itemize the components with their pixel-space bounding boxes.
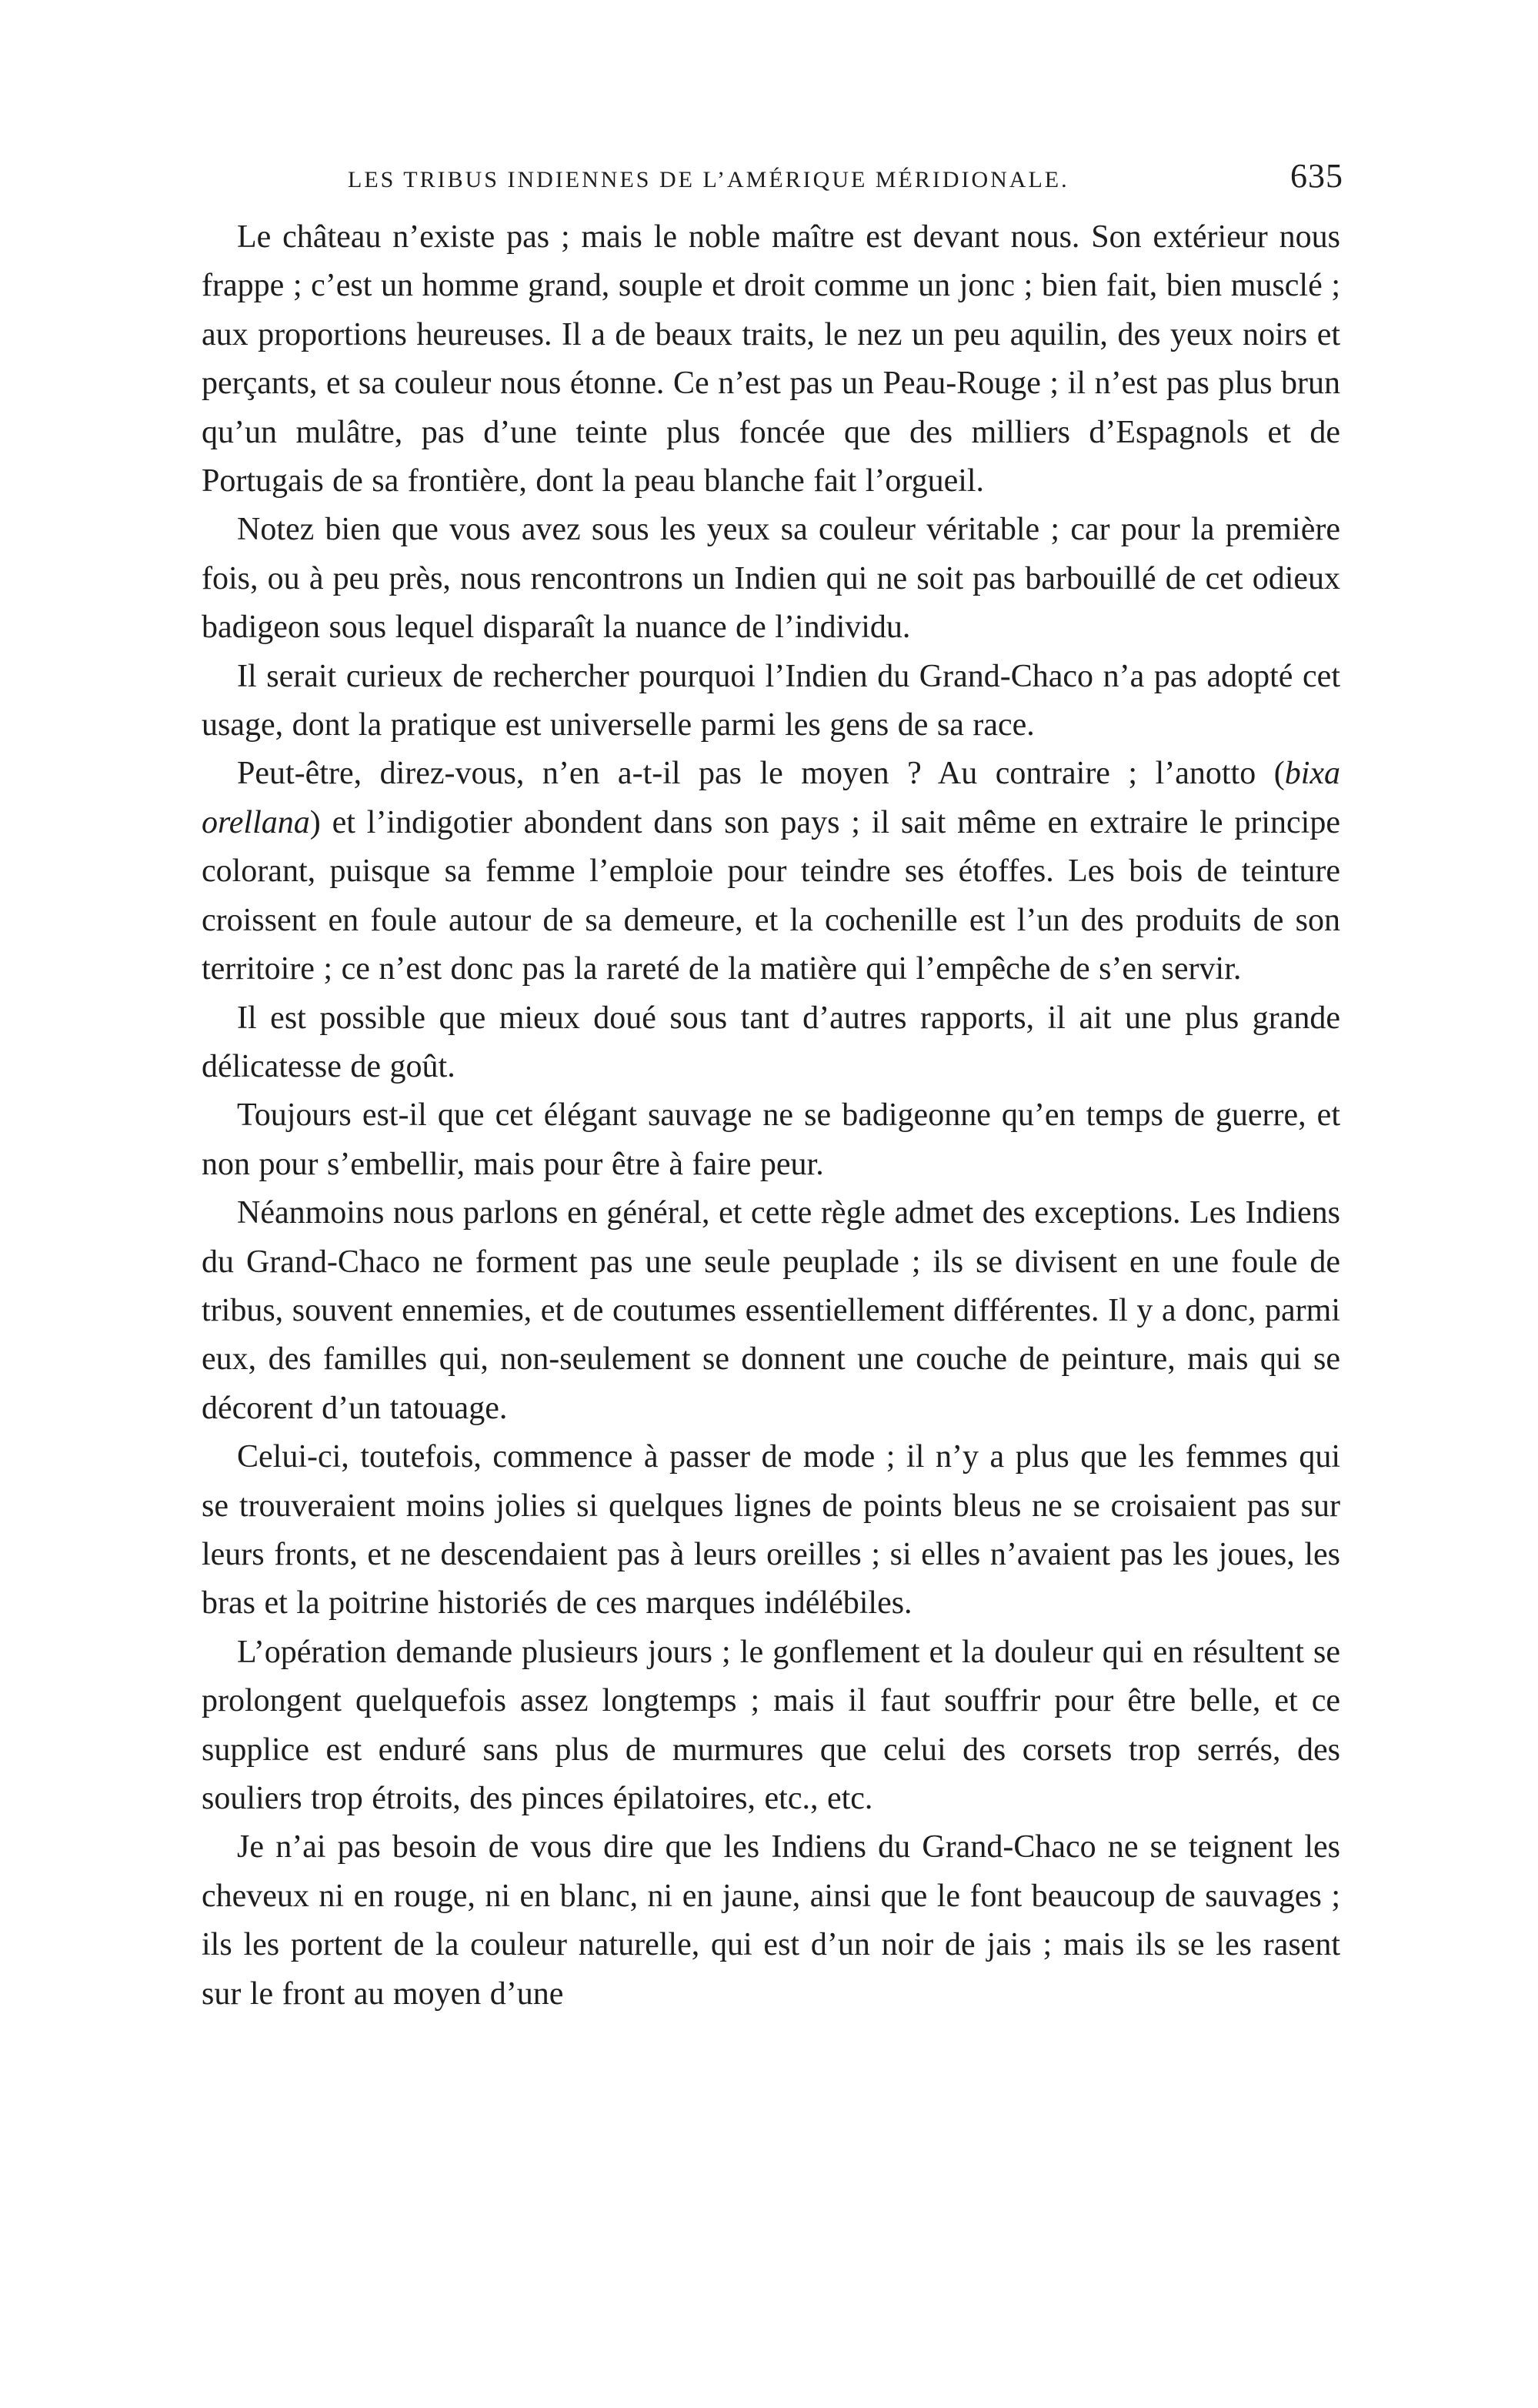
species-name: bixa orellana: [202, 756, 1340, 840]
paragraph: Toujours est-il que cet élégant sauvage ne se badigeonne qu’en temps de guerre, et non pour s’embellir, mais pour être à faire peur.: [202, 1097, 1340, 1182]
paragraph: Notez bien que vous avez sous les yeux sa couleur véritable ; car pour la première fois, ou à peu près, nous rencontrons un Indien qui ne soit pas barbouillé de cet odieux badigeon sous lequel disparaît la nuance de l’individu.: [202, 512, 1340, 646]
paragraph: Je n’ai pas besoin de vous dire que les Indiens du Grand-Chaco ne se teignent les cheveux ni en rouge, ni en blanc, ni en jaune, ainsi que le font beaucoup de sauvages ; ils les portent de la couleur naturelle, qui est d’un noir de jais ; mais ils se les rasent sur le front au moyen d’une: [202, 1829, 1340, 2012]
paragraph: Il est possible que mieux doué sous tant d’autres rapports, il ait une plus grande délicatesse de goût.: [202, 1000, 1340, 1084]
paragraph: Celui-ci, toutefois, commence à passer de mode ; il n’y a plus que les femmes qui se trouveraient moins jolies si quelques lignes de points bleus ne se croisaient pas sur leurs fronts, et ne descendaient pas à leurs oreilles ; si elles n’avaient pas les joues, les bras et la poitrine historiés de ces marques indélébiles.: [202, 1439, 1340, 1621]
paragraph: L’opération demande plusieurs jours ; le gonflement et la douleur qui en résultent se prolongent quelquefois assez longtemps ; mais il faut souffrir pour être belle, et ce supplice est enduré sans plus de murmures que celui des corsets trop serrés, des souliers trop étroits, des pinces épilatoires, etc., etc.: [202, 1634, 1340, 1816]
paragraph: Il serait curieux de rechercher pourquoi l’Indien du Grand-Chaco n’a pas adopté cet usage, dont la pratique est universelle parmi les gens de sa race.: [202, 658, 1340, 743]
paragraph: [202, 750, 1340, 994]
page-number: 635: [1290, 157, 1343, 195]
paragraph: Le château n’existe pas ; mais le noble maître est devant nous. Son extérieur nous frappe ; c’est un homme grand, souple et droit comme un jonc ; bien fait, bien musclé ; aux proportions heureuses. Il a de beaux traits, le nez un peu aquilin, des yeux noirs et perçants, et sa couleur nous étonne. Ce n’est pas un Peau-Rouge ; il n’est pas plus brun qu’un mulâtre, pas d’une teinte plus foncée que des milliers d’Espagnols et de Portugais de sa frontière, dont la peau blanche fait l’orgueil.: [202, 219, 1340, 499]
running-head: [202, 150, 1343, 205]
book-page: [202, 150, 1343, 2366]
running-title: LES TRIBUS INDIENNES DE L’AMÉRIQUE MÉRIDIONALE.: [348, 167, 1069, 192]
paragraph: Néanmoins nous parlons en général, et cette règle admet des exceptions. Les Indiens du Grand-Chaco ne forment pas une seule peuplade ; ils se divisent en une foule de tribus, souvent ennemies, et de coutumes essentiellement différentes. Il y a donc, parmi eux, des familles qui, non-seulement se donnent une couche de peinture, mais qui se décorent d’un tatouage.: [202, 1195, 1340, 1426]
body-text: [202, 213, 1340, 2019]
paragraph-text: Peut-être, direz-vous, n’en a-t-il pas le moyen ? Au contraire ; l’anotto (: [237, 756, 1285, 792]
paragraph-text: ) et l’indigotier abondent dans son pays ; il sait même en extraire le principe colorant, puisque sa femme l’emploie pour teindre ses étoffes. Les bois de teinture croissent en foule autour de sa demeure, et la cochenille est l’un des produits de son territoire ; ce n’est donc pas la rareté de la matière qui l’empêche de s’en servir.: [202, 804, 1340, 987]
